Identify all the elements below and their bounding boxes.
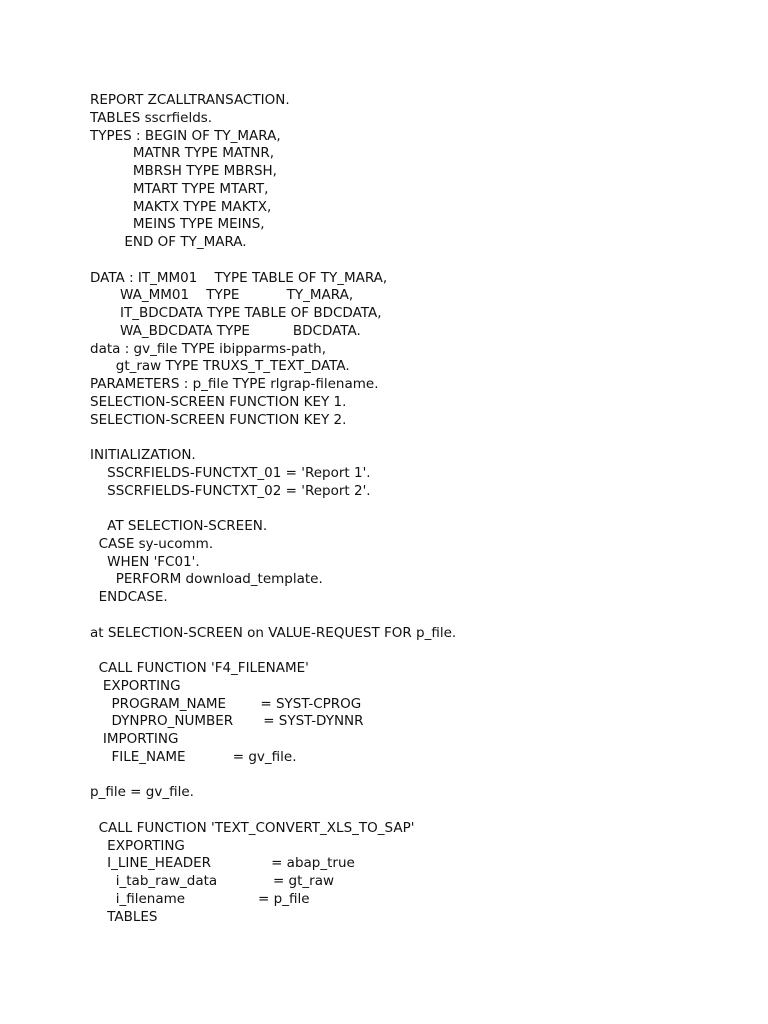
blank-line [90,802,740,820]
code-line: END OF TY_MARA. [90,234,247,250]
code-line: i_tab_raw_data = gt_raw [90,873,335,889]
code-line: DATA : IT_MM01 TYPE TABLE OF TY_MARA, [90,269,388,286]
code-line: SELECTION-SCREEN FUNCTION KEY 2. [90,411,347,428]
code-line: PERFORM download_template. [90,571,323,588]
code-line: PROGRAM_NAME = SYST-CPROG [90,695,362,712]
code-line: WA_MM01 TYPE TY_MARA, [90,287,354,304]
code-line: MBRSH TYPE MBRSH, [90,163,277,179]
code-line: TYPES : BEGIN OF TY_MARA, [90,127,281,144]
code-line: ENDCASE. [90,589,168,605]
blank-line [90,429,740,447]
code-line: MEINS TYPE MEINS, [90,216,265,233]
code-line: MTART TYPE MTART, [90,180,269,197]
code-line: MATNR TYPE MATNR, [90,145,275,162]
code-line: TABLES [90,908,158,925]
code-line: PARAMETERS : p_file TYPE rlgrap-filename. [90,376,379,392]
code-line: at SELECTION-SCREEN on VALUE-REQUEST FOR p_file. [90,624,457,641]
code-line: EXPORTING [90,677,181,694]
code-line: WA_BDCDATA TYPE BDCDATA. [90,322,361,339]
blank-line [90,642,740,660]
code-line: EXPORTING [90,837,185,854]
code-line: INITIALIZATION. [90,447,196,463]
code-line: data : gv_file TYPE ibipparms-path, [90,340,326,357]
code-listing [90,92,740,926]
blank-line [90,767,740,785]
code-line: FILE_NAME = gv_file. [90,748,297,765]
code-line: gt_raw TYPE TRUXS_T_TEXT_DATA. [90,358,350,375]
code-line: SSCRFIELDS-FUNCTXT_02 = 'Report 2'. [90,482,371,499]
code-line: IMPORTING [90,731,179,747]
blank-line [90,607,740,625]
code-line: CASE sy-ucomm. [90,535,214,552]
code-line: MAKTX TYPE MAKTX, [90,198,272,215]
blank-line [90,252,740,270]
code-line: SSCRFIELDS-FUNCTXT_01 = 'Report 1'. [90,464,371,481]
blank-line [90,500,740,518]
code-line: SELECTION-SCREEN FUNCTION KEY 1. [90,393,347,410]
code-line: i_filename = p_file [90,890,310,907]
code-line: WHEN 'FC01'. [90,553,200,570]
code-line: TABLES sscrfields. [90,109,213,126]
code-line: AT SELECTION-SCREEN. [90,518,268,534]
code-line: IT_BDCDATA TYPE TABLE OF BDCDATA, [90,305,382,321]
code-line: CALL FUNCTION 'F4_FILENAME' [90,660,309,676]
code-line: CALL FUNCTION 'TEXT_CONVERT_XLS_TO_SAP' [90,819,415,836]
code-line: REPORT ZCALLTRANSACTION. [90,92,290,108]
code-line: p_file = gv_file. [90,784,194,801]
code-line: DYNPRO_NUMBER = SYST-DYNNR [90,713,364,730]
code-line: I_LINE_HEADER = abap_true [90,855,355,872]
